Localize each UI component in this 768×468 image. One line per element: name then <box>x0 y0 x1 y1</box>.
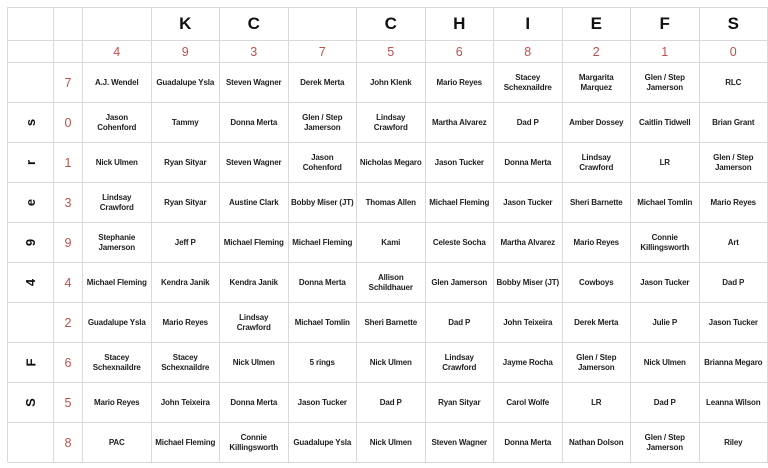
square-cell: Lindsay Crawford <box>563 143 632 183</box>
square-cell: Jason Tucker <box>494 183 563 223</box>
square-cell: Carol Wolfe <box>494 383 563 423</box>
left-team-letter-cell <box>8 183 54 223</box>
square-cell: Stacey Schexnaildre <box>152 343 221 383</box>
square-cell: Mario Reyes <box>426 63 495 103</box>
square-cell: Dad P <box>426 303 495 343</box>
square-cell: Connie Killingsworth <box>220 423 289 463</box>
square-cell: Glen / Step Jamerson <box>289 103 358 143</box>
left-team-letter-cell <box>8 223 54 263</box>
square-cell: Mario Reyes <box>83 383 152 423</box>
square-cell: Glen Jamerson <box>426 263 495 303</box>
square-cell: Mario Reyes <box>152 303 221 343</box>
corner-cell <box>54 41 83 63</box>
column-number-cell: 2 <box>563 41 632 63</box>
square-cell: John Klenk <box>357 63 426 103</box>
row-number-cell: 9 <box>54 223 83 263</box>
square-cell: Jayme Rocha <box>494 343 563 383</box>
column-number-cell: 6 <box>426 41 495 63</box>
square-cell: Nathan Dolson <box>563 423 632 463</box>
square-cell: Steven Wagner <box>426 423 495 463</box>
square-cell: Stacey Schexnaildre <box>494 63 563 103</box>
square-cell: Art <box>700 223 768 263</box>
square-cell: PAC <box>83 423 152 463</box>
left-team-letter-cell <box>8 63 54 103</box>
row-number-cell: 8 <box>54 423 83 463</box>
square-cell: Lindsay Crawford <box>220 303 289 343</box>
square-cell: Jeff P <box>152 223 221 263</box>
square-cell: Michael Fleming <box>152 423 221 463</box>
square-cell: Connie Killingsworth <box>631 223 700 263</box>
square-cell: Sheri Barnette <box>357 303 426 343</box>
square-cell: Lindsay Crawford <box>357 103 426 143</box>
square-cell: RLC <box>700 63 768 103</box>
top-team-letter-cell: C <box>357 8 426 41</box>
square-cell: Brian Grant <box>700 103 768 143</box>
left-team-letter: S <box>22 398 38 407</box>
corner-cell <box>54 8 83 41</box>
square-cell: Michael Fleming <box>289 223 358 263</box>
square-cell: Nicholas Megaro <box>357 143 426 183</box>
square-cell: Allison Schildhauer <box>357 263 426 303</box>
square-cell: Nick Ulmen <box>83 143 152 183</box>
square-cell: Cowboys <box>563 263 632 303</box>
square-cell: Michael Fleming <box>220 223 289 263</box>
square-cell: Michael Tomlin <box>289 303 358 343</box>
square-cell: Bobby Miser (JT) <box>494 263 563 303</box>
square-cell: Derek Merta <box>289 63 358 103</box>
square-cell: Nick Ulmen <box>357 343 426 383</box>
square-cell: Celeste Socha <box>426 223 495 263</box>
square-cell: Riley <box>700 423 768 463</box>
squares-grid <box>7 7 768 462</box>
square-cell: Caitlin Tidwell <box>631 103 700 143</box>
top-team-letter-cell <box>83 8 152 41</box>
square-cell: Amber Dossey <box>563 103 632 143</box>
square-cell: Ryan Sityar <box>426 383 495 423</box>
top-team-letter-cell: I <box>494 8 563 41</box>
row-number-cell: 0 <box>54 103 83 143</box>
square-cell: Mario Reyes <box>700 183 768 223</box>
square-cell: Guadalupe Ysla <box>83 303 152 343</box>
square-cell: Nick Ulmen <box>220 343 289 383</box>
top-team-letter-cell: H <box>426 8 495 41</box>
corner-cell <box>8 8 54 41</box>
square-cell: Brianna Megaro <box>700 343 768 383</box>
square-cell: Jason Tucker <box>631 263 700 303</box>
top-team-letter-cell: E <box>563 8 632 41</box>
top-team-letter-cell <box>289 8 358 41</box>
square-cell: Nick Ulmen <box>631 343 700 383</box>
square-cell: Dad P <box>700 263 768 303</box>
column-number-cell: 8 <box>494 41 563 63</box>
square-cell: LR <box>631 143 700 183</box>
square-cell: A.J. Wendel <box>83 63 152 103</box>
square-cell: Kendra Janik <box>152 263 221 303</box>
square-cell: Donna Merta <box>220 103 289 143</box>
square-cell: Dad P <box>631 383 700 423</box>
square-cell: Lindsay Crawford <box>426 343 495 383</box>
square-cell: Margarita Marquez <box>563 63 632 103</box>
left-team-letter: 4 <box>22 278 38 287</box>
square-cell: Dad P <box>357 383 426 423</box>
square-cell: Guadalupe Ysla <box>152 63 221 103</box>
left-team-letter-cell <box>8 383 54 423</box>
row-number-cell: 1 <box>54 143 83 183</box>
left-team-letter-cell <box>8 263 54 303</box>
column-number-cell: 9 <box>152 41 221 63</box>
square-cell: Donna Merta <box>220 383 289 423</box>
square-cell: Stephanie Jamerson <box>83 223 152 263</box>
square-cell: Stacey Schexnaildre <box>83 343 152 383</box>
square-cell: Martha Alvarez <box>494 223 563 263</box>
top-team-letter-cell: S <box>700 8 768 41</box>
square-cell: Jason Cohenford <box>289 143 358 183</box>
column-number-cell: 0 <box>700 41 768 63</box>
left-team-letter-cell <box>8 423 54 463</box>
left-team-letter: F <box>22 358 38 367</box>
square-cell: LR <box>563 383 632 423</box>
square-cell: Kendra Janik <box>220 263 289 303</box>
square-cell: Tammy <box>152 103 221 143</box>
square-cell: Nick Ulmen <box>357 423 426 463</box>
square-cell: Kami <box>357 223 426 263</box>
left-team-letter: 9 <box>22 238 38 247</box>
square-cell: Leanna Wilson <box>700 383 768 423</box>
square-cell: Jason Tucker <box>426 143 495 183</box>
square-cell: Ryan Sityar <box>152 143 221 183</box>
square-cell: Guadalupe Ysla <box>289 423 358 463</box>
row-number-cell: 3 <box>54 183 83 223</box>
square-cell: Steven Wagner <box>220 143 289 183</box>
square-cell: Steven Wagner <box>220 63 289 103</box>
row-number-cell: 7 <box>54 63 83 103</box>
square-cell: Jason Cohenford <box>83 103 152 143</box>
left-team-letter: r <box>23 159 38 166</box>
row-number-cell: 4 <box>54 263 83 303</box>
left-team-letter-cell <box>8 143 54 183</box>
square-cell: Donna Merta <box>289 263 358 303</box>
square-cell: Michael Fleming <box>426 183 495 223</box>
row-number-cell: 5 <box>54 383 83 423</box>
row-number-cell: 2 <box>54 303 83 343</box>
square-cell: Jason Tucker <box>289 383 358 423</box>
square-cell: Lindsay Crawford <box>83 183 152 223</box>
square-cell: John Teixeira <box>152 383 221 423</box>
square-cell: Derek Merta <box>563 303 632 343</box>
square-cell: Michael Fleming <box>83 263 152 303</box>
square-cell: Dad P <box>494 103 563 143</box>
square-cell: Ryan Sityar <box>152 183 221 223</box>
square-cell: Glen / Step Jamerson <box>631 63 700 103</box>
square-cell: Glen / Step Jamerson <box>563 343 632 383</box>
left-team-letter: e <box>22 198 38 207</box>
square-cell: Glen / Step Jamerson <box>700 143 768 183</box>
square-cell: Julie P <box>631 303 700 343</box>
square-cell: Jason Tucker <box>700 303 768 343</box>
column-number-cell: 4 <box>83 41 152 63</box>
square-cell: Austine Clark <box>220 183 289 223</box>
square-cell: Donna Merta <box>494 423 563 463</box>
left-team-letter: s <box>22 118 38 127</box>
square-cell: Michael Tomlin <box>631 183 700 223</box>
column-number-cell: 5 <box>357 41 426 63</box>
left-team-letter-cell <box>8 103 54 143</box>
square-cell: Bobby Miser (JT) <box>289 183 358 223</box>
square-cell: Thomas Allen <box>357 183 426 223</box>
column-number-cell: 1 <box>631 41 700 63</box>
square-cell: Mario Reyes <box>563 223 632 263</box>
left-team-letter-cell <box>8 303 54 343</box>
column-number-cell: 3 <box>220 41 289 63</box>
square-cell: Sheri Barnette <box>563 183 632 223</box>
top-team-letter-cell: F <box>631 8 700 41</box>
square-cell: 5 rings <box>289 343 358 383</box>
square-cell: John Teixeira <box>494 303 563 343</box>
column-number-cell: 7 <box>289 41 358 63</box>
square-cell: Glen / Step Jamerson <box>631 423 700 463</box>
square-cell: Martha Alvarez <box>426 103 495 143</box>
left-team-letter-cell <box>8 343 54 383</box>
row-number-cell: 6 <box>54 343 83 383</box>
top-team-letter-cell: K <box>152 8 221 41</box>
corner-cell <box>8 41 54 63</box>
square-cell: Donna Merta <box>494 143 563 183</box>
top-team-letter-cell: C <box>220 8 289 41</box>
